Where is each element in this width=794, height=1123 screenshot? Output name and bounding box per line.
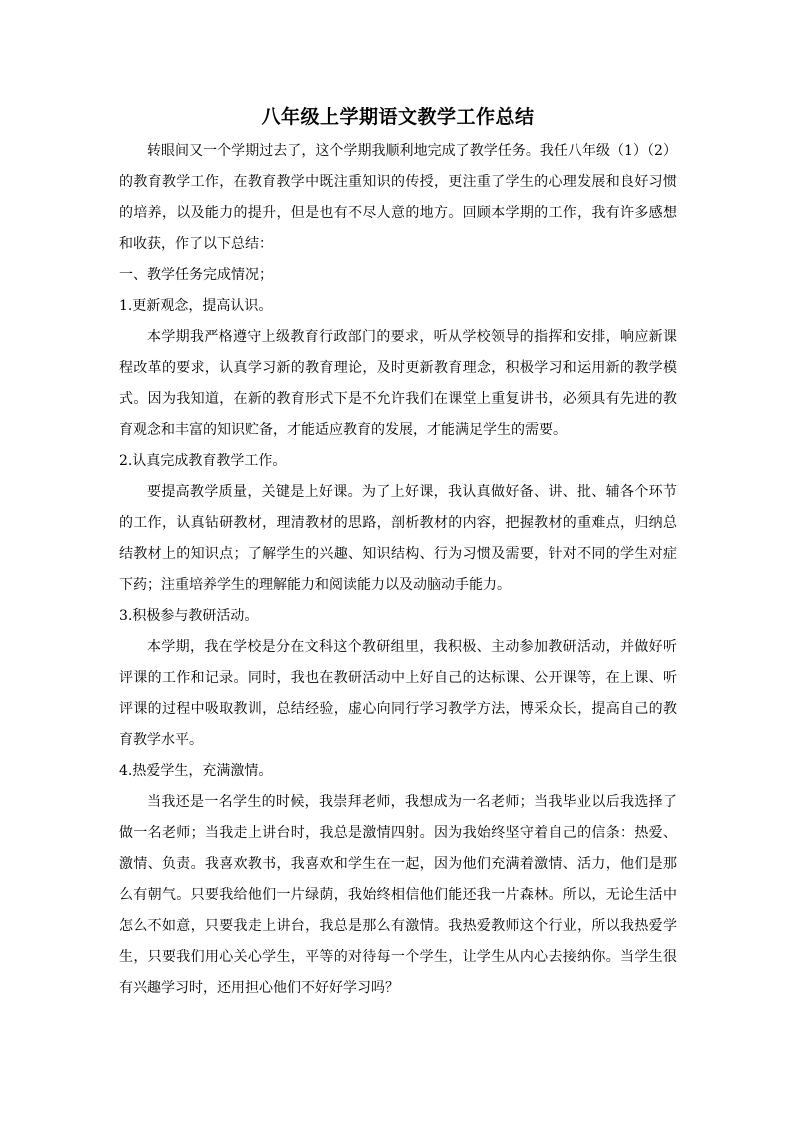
- item-heading-3: 3.积极参与教研活动。: [119, 608, 259, 624]
- item-body-4: 当我还是一名学生的时候，我崇拜老师，我想成为一名老师；当我毕业以后我选择了做一名老师；当我走上讲台时，我总是激情四射。因为我始终坚守着自己的信条：热爱、激情、负责。我喜欢教书，我喜欢和学生在一起，因为他们充满着激情、活力，他们是那么有朝气。只要我给他们一片绿荫，我始终相信他们能还我一片森林。所以，无论生活中怎么不如意，只要我走上讲台，我总是那么有激情。我热爱教师这个行业，所以我热爱学生，只要我们用心关心学生，平等的对待每一个学生，让学生从内心去接纳你。当学生很有兴趣学习时，还用担心他们不好好学习吗？: [119, 794, 677, 996]
- item-heading-1: 1.更新观念，提高认识。: [119, 298, 273, 314]
- document-page: [119, 100, 677, 1004]
- item-heading-2: 2.认真完成教育教学工作。: [119, 453, 287, 469]
- item-body-1: 本学期我严格遵守上级教育行政部门的要求，听从学校领导的指挥和安排，响应新课程改革的要求，认真学习新的教育理论，及时更新教育理念，积极学习和运用新的教学模式。因为我知道，在新的教育形式下是不允许我们在课堂上重复讲书，必须具有先进的教育观念和丰富的知识贮备，才能适应教育的发展，才能满足学生的需要。: [119, 329, 677, 438]
- item-body-3: 本学期，我在学校是分在文科这个教研组里，我积极、主动参加教研活动，并做好听评课的工作和记录。同时，我也在教研活动中上好自己的达标课、公开课等，在上课、听评课的过程中吸取教训，总结经验，虚心向同行学习教学方法，博采众长，提高自己的教育教学水平。: [119, 639, 677, 748]
- item-heading-4: 4.热爱学生，充满激情。: [119, 763, 273, 779]
- item-body-2: 要提高教学质量，关键是上好课。为了上好课，我认真做好备、讲、批、辅各个环节的工作，认真钻研教材，理清教材的思路，剖析教材的内容，把握教材的重难点，归纳总结教材上的知识点；了解学生的兴趣、知识结构、行为习惯及需要，针对不同的学生对症下药；注重培养学生的理解能力和阅读能力以及动脑动手能力。: [119, 484, 677, 593]
- document-title: 八年级上学期语文教学工作总结: [261, 106, 535, 128]
- intro-paragraph: 转眼间又一个学期过去了，这个学期我顺利地完成了教学任务。我任八年级（1）（2）的教育教学工作，在教育教学中既注重知识的传授，更注重了学生的心理发展和良好习惯的培养，以及能力的提升，但是也有不尽人意的地方。回顾本学期的工作，我有许多感想和收获，作了以下总结：: [119, 143, 677, 252]
- section-heading-1: 一、教学任务完成情况；: [119, 267, 273, 283]
